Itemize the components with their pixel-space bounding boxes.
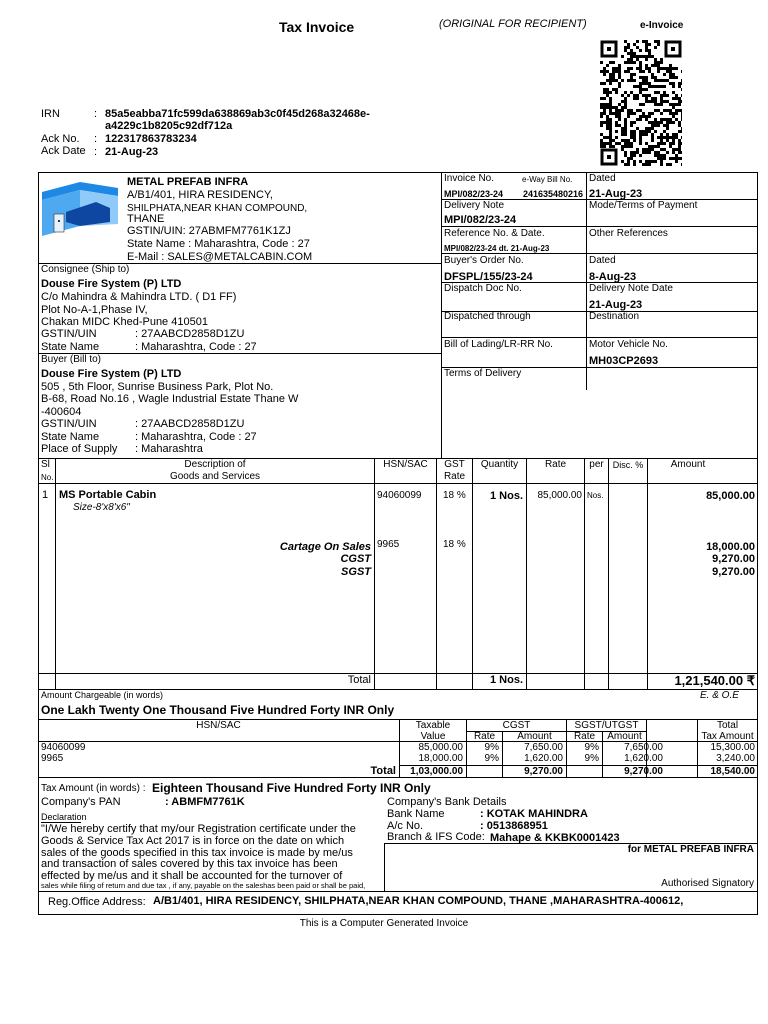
item-hsn: 94060099 [377, 490, 422, 501]
buyer-order-value: DFSPL/155/23-24 [444, 271, 533, 283]
tax-col-taxable-2: Value [420, 731, 446, 742]
tax-row-cgst-amt: 7,650.00 [524, 742, 563, 753]
consignee-addr3: Chakan MIDC Khed-Pune 410501 [41, 316, 208, 328]
tax-col-total-2: Tax Amount [701, 731, 754, 742]
company-logo-icon [40, 176, 122, 244]
tax-row-cgst-rate: 9% [484, 742, 499, 753]
ac-label: A/c No. [387, 820, 424, 832]
seller-addr2: SHILPHATA,NEAR KHAN COMPOUND, [127, 203, 308, 214]
reference-value: MPI/082/23-24 dt. 21-Aug-23 [444, 244, 550, 253]
cartage-gst: 18 % [443, 539, 466, 550]
bank-name-value: : KOTAK MAHINDRA [480, 808, 588, 820]
tax-col-cgst-rate: Rate [473, 731, 496, 742]
declaration-label: Declaration [41, 812, 87, 822]
bank-title: Company's Bank Details [387, 796, 507, 808]
col-hsn: HSN/SAC [383, 459, 428, 470]
tax-col-sgst: SGST/UTGST [574, 720, 639, 731]
col-no: No. [41, 473, 54, 482]
reg-office-value: A/B1/401, HIRA RESIDENCY, SHILPHATA,NEAR KHAN COMPOUND, THANE ,MAHARASHTRA-400612, [153, 895, 684, 907]
col-amount: Amount [670, 459, 706, 470]
delivery-note-date-label: Delivery Note Date [589, 283, 673, 294]
authorised-signatory: Authorised Signatory [661, 878, 754, 889]
col-disc: Disc. % [612, 460, 644, 470]
eway-no: 241635480216 [523, 189, 584, 199]
eoe-label: E. & O.E [700, 690, 739, 701]
eway-label: e-Way Bill No. [522, 175, 573, 184]
item-size: Size-8'x8'x6" [73, 502, 130, 513]
tax-row-taxable: 18,000.00 [418, 753, 463, 764]
tax-row-total: 3,240.00 [716, 753, 755, 764]
consignee-state-label: State Name [41, 341, 100, 353]
terms-of-delivery-label: Terms of Delivery [444, 368, 522, 379]
cartage-hsn: 9965 [377, 539, 400, 550]
tax-col-total-1: Total [716, 720, 739, 731]
irn-label: IRN [41, 108, 60, 120]
consignee-gstin-value: : 27AABCD2858D1ZU [135, 328, 245, 340]
pan-label: Company's PAN [41, 796, 121, 808]
dispatched-through-label: Dispatched through [444, 311, 531, 322]
declaration-line: sales while filing of return and due tax , if any, payable on the saleshas been paid or shall be paid, [41, 881, 366, 890]
branch-value: Mahape & KKBK0001423 [490, 832, 620, 844]
tax-row-hsn: 94060099 [41, 742, 86, 753]
cartage-label: Cartage On Sales [279, 541, 371, 553]
buyer-order-dated: 8-Aug-23 [589, 271, 637, 283]
words-value: One Lakh Twenty One Thousand Five Hundred Forty INR Only [41, 703, 395, 717]
col-desc-2: Goods and Services [169, 471, 261, 482]
delivery-note-date: 21-Aug-23 [589, 299, 643, 311]
tax-total-taxable: 1,03,000.00 [410, 766, 463, 777]
buyer-label: Buyer (Bill to) [41, 354, 102, 365]
tax-total-tax: 18,540.00 [710, 766, 755, 777]
col-per: per [589, 459, 604, 470]
tax-row-sgst-rate: 9% [584, 742, 599, 753]
seller-state: State Name : Maharashtra, Code : 27 [127, 238, 310, 250]
consignee-addr2: Plot No-A-1,Phase IV, [41, 304, 148, 316]
irn-value-1: 85a5eabba71fc599da638869ab3c0f45d268a32468e- [105, 108, 370, 120]
ack-no-value: 122317863783234 [105, 133, 197, 145]
consignee-name: Douse Fire System (P) LTD [41, 278, 182, 290]
seller-email: E-Mail : SALES@METALCABIN.COM [127, 251, 313, 263]
tax-row-taxable: 85,000.00 [418, 742, 463, 753]
destination-label: Destination [589, 311, 640, 322]
seller-name: METAL PREFAB INFRA [127, 176, 249, 188]
buyer-gstin-value: : 27AABCD2858D1ZU [135, 418, 245, 430]
sgst-label: SGST [341, 566, 371, 578]
motor-vehicle-value: MH03CP2693 [589, 355, 659, 367]
invoice-title: Tax Invoice [279, 19, 355, 35]
item-amount: 85,000.00 [706, 490, 755, 502]
copy-note: (ORIGINAL FOR RECIPIENT) [439, 18, 587, 30]
reg-office-label: Reg.Office Address: [48, 896, 146, 908]
seller-addr1: A/B1/401, HIRA RESIDENCY, [127, 189, 273, 201]
dated-value: 21-Aug-23 [589, 188, 643, 200]
ack-date-label: Ack Date [41, 145, 86, 157]
tax-row-sgst-amt: 7,650.00 [624, 742, 663, 753]
tax-row-cgst-amt: 1,620.00 [524, 753, 563, 764]
dispatch-doc-label: Dispatch Doc No. [444, 283, 522, 294]
tax-row-cgst-rate: 9% [484, 753, 499, 764]
consignee-label: Consignee (Ship to) [41, 264, 130, 275]
pan-value: : ABMFM7761K [165, 796, 245, 808]
other-references-label: Other References [589, 228, 668, 239]
total-amount: 1,21,540.00 ₹ [674, 673, 755, 688]
item-sl: 1 [42, 489, 49, 501]
delivery-note-label: Delivery Note [444, 200, 505, 211]
irn-value-2: a4229c1b8205c92df712a [105, 120, 233, 132]
computer-generated-note: This is a Computer Generated Invoice [299, 918, 469, 929]
buyer-pos-value: : Maharashtra [135, 443, 203, 455]
branch-label: Branch & IFS Code: [387, 831, 485, 843]
ack-no-label: Ack No. [41, 133, 80, 145]
seller-addr3: THANE [127, 213, 165, 225]
ac-value: : 0513868951 [480, 820, 548, 832]
words-label: Amount Chargeable (in words) [41, 690, 164, 700]
dated-label: Dated [589, 173, 616, 184]
buyer-order-label: Buyer's Order No. [444, 255, 524, 266]
tax-col-sgst-rate: Rate [573, 731, 596, 742]
invoice-no-label: Invoice No. [444, 173, 495, 184]
consignee-state-value: : Maharashtra, Code : 27 [135, 341, 257, 353]
tax-col-cgst-amount: Amount [517, 731, 552, 742]
cartage-amount: 18,000.00 [706, 541, 755, 553]
qr-code-icon [600, 40, 682, 166]
reference-label: Reference No. & Date. [444, 228, 545, 239]
item-name: MS Portable Cabin [59, 489, 157, 501]
tax-row-hsn: 9965 [41, 753, 64, 764]
col-desc-1: Description of [184, 459, 246, 470]
tax-words-label: Tax Amount (in words) : [41, 783, 146, 794]
buyer-state-label: State Name [41, 431, 100, 443]
for-company: for METAL PREFAB INFRA [627, 844, 754, 855]
tax-row-total: 15,300.00 [710, 742, 755, 753]
tax-col-sgst-amount: Amount [607, 731, 642, 742]
col-rate: Rate [544, 459, 567, 470]
tax-col-taxable-1: Taxable [415, 720, 451, 731]
sgst-amount: 9,270.00 [712, 566, 755, 578]
seller-gstin: GSTIN/UIN: 27ABMFM7761K1ZJ [127, 225, 291, 237]
tax-total-label: Total [370, 765, 396, 777]
tax-words-value: Eighteen Thousand Five Hundred Forty INR Only [152, 781, 431, 795]
declaration-line: and transaction of sales covered by this tax invoice has been [41, 858, 338, 870]
invoice-no: MPI/082/23-24 [444, 189, 504, 199]
buyer-addr3: -400604 [41, 406, 82, 418]
buyer-state-value: : Maharashtra, Code : 27 [135, 431, 257, 443]
col-gst-1: GST [444, 459, 465, 470]
total-qty: 1 Nos. [489, 674, 523, 686]
cgst-amount: 9,270.00 [712, 553, 755, 565]
buyer-gstin-label: GSTIN/UIN [41, 418, 97, 430]
item-per: Nos. [587, 491, 604, 500]
declaration-line: effected by me/us and it shall be accounted for the turnover of [41, 870, 343, 882]
declaration-line: "I/We hereby certify that my/our Registration certificate under the [41, 823, 356, 835]
ack-date-value: 21-Aug-23 [105, 146, 159, 158]
tax-row-sgst-rate: 9% [584, 753, 599, 764]
tax-total-cgst: 9,270.00 [524, 766, 563, 777]
col-qty: Quantity [480, 459, 519, 470]
bill-of-lading-label: Bill of Lading/LR-RR No. [444, 339, 553, 350]
declaration-line: Goods & Service Tax Act 2017 is in force on the date on which [41, 835, 345, 847]
total-label: Total [347, 674, 371, 686]
tax-col-cgst: CGST [502, 720, 531, 731]
col-gst-2: Rate [443, 471, 466, 482]
consignee-gstin-label: GSTIN/UIN [41, 328, 97, 340]
mode-terms-label: Mode/Terms of Payment [589, 200, 698, 211]
col-sl: Sl [41, 459, 50, 470]
consignee-addr1: C/o Mahindra & Mahindra LTD. ( D1 FF) [41, 291, 237, 303]
buyer-name: Douse Fire System (P) LTD [41, 368, 182, 380]
buyer-addr1: 505 , 5th Floor, Sunrise Business Park, Plot No. [41, 381, 274, 393]
tax-total-sgst: 9,270.00 [624, 766, 663, 777]
tax-row-sgst-amt: 1,620.00 [624, 753, 663, 764]
cgst-label: CGST [340, 553, 371, 565]
buyer-addr2: B-68, Road No.16 , Wagle Industrial Estate Thane W [41, 393, 299, 405]
declaration-line: sales of the goods specified in this tax invoice is made by me/us [41, 847, 353, 859]
einvoice-label: e-Invoice [640, 20, 684, 31]
item-gst: 18 % [443, 490, 466, 501]
motor-vehicle-label: Motor Vehicle No. [589, 339, 668, 350]
bank-name-label: Bank Name [387, 808, 445, 820]
tax-col-hsn: HSN/SAC [196, 720, 241, 731]
buyer-order-dated-label: Dated [589, 255, 616, 266]
buyer-pos-label: Place of Supply [41, 443, 118, 455]
item-rate: 85,000.00 [537, 490, 582, 501]
delivery-note-value: MPI/082/23-24 [444, 214, 517, 226]
item-qty: 1 Nos. [489, 490, 523, 502]
